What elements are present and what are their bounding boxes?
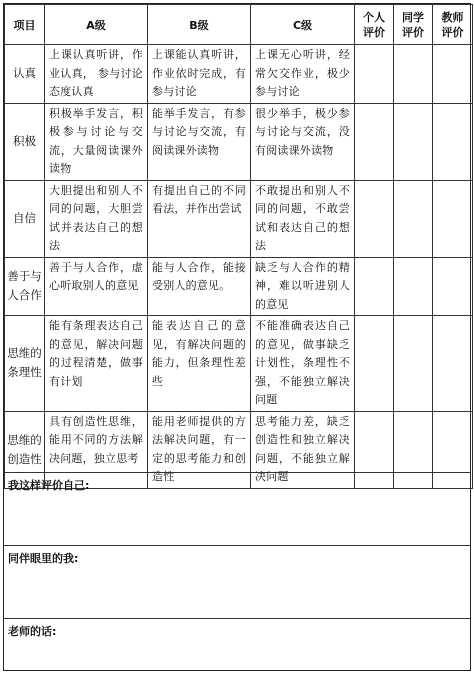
header-peer-line1: 同学 [402,10,424,24]
header-self-evaluation [355,5,394,45]
level-b-description: 有提出自己的不同看法，并作出尝试 [148,180,251,257]
self-comment-section[interactable] [4,472,470,546]
level-b-description: 能举手发言，有参与讨论与交流，有阅读课外读物 [148,103,251,180]
header-teacher-line1: 教师 [441,10,464,24]
level-c-description: 很少举手，极少参与讨论与交流，没有阅读课外读物 [251,103,355,180]
teacher-evaluation-cell[interactable] [433,180,473,257]
teacher-comment-section[interactable] [4,618,470,670]
teacher-evaluation-cell[interactable] [433,316,473,412]
table-row [5,180,473,257]
self-comment-label: 我这样评价自己: [8,479,90,492]
header-peer-evaluation [394,5,433,45]
row-category: 善于与人合作 [5,257,45,316]
row-category: 认真 [5,45,45,104]
self-evaluation-cell[interactable] [355,45,394,104]
level-c-description: 上课无心听讲，经常欠交作业，极少参与讨论 [251,45,355,104]
row-category: 积极 [5,103,45,180]
row-category: 思维的创造性 [5,411,45,488]
table-row [5,103,473,180]
evaluation-sheet [3,3,471,671]
peer-comment-label: 同伴眼里的我: [8,552,79,565]
header-self-line2: 评价 [363,25,385,39]
header-row [5,5,473,45]
level-a-description: 大胆提出和别人不同的问题，大胆尝试并表达自己的想法 [45,180,148,257]
peer-evaluation-cell[interactable] [394,103,433,180]
evaluation-table [4,4,473,489]
header-teacher-line2: 评价 [441,25,464,39]
level-a-description: 上课认真听讲，作业认真， 参与讨论态度认真 [45,45,148,104]
level-a-description: 能有条理表达自己的意见，解决问题的过程清楚，做事有计划 [45,316,148,412]
peer-evaluation-cell[interactable] [394,257,433,316]
header-self-line1: 个人 [363,10,385,24]
table-row [5,316,473,412]
peer-evaluation-cell[interactable] [394,45,433,104]
peer-evaluation-cell[interactable] [394,316,433,412]
self-evaluation-cell[interactable] [355,316,394,412]
peer-evaluation-cell[interactable] [394,180,433,257]
header-level-c: C级 [251,5,355,45]
header-teacher-evaluation [433,5,473,45]
teacher-comment-label: 老师的话: [8,625,57,638]
level-b-description: 能表达自己的意见，有解决问题的能力，但条理性差些 [148,316,251,412]
level-b-description: 上课能认真听讲，作业依时完成，有参与讨论 [148,45,251,104]
self-evaluation-cell[interactable] [355,180,394,257]
row-category: 思维的条理性 [5,316,45,412]
level-c-description: 不能准确表达自己的意见，做事缺乏计划性，条理性不强，不能独立解决问题 [251,316,355,412]
peer-comment-section[interactable] [4,545,470,619]
level-b-description: 能与人合作，能接受别人的意见。 [148,257,251,316]
self-evaluation-cell[interactable] [355,103,394,180]
table-row [5,45,473,104]
header-item: 项目 [5,5,45,45]
level-a-description: 积极举手发言，积极参与讨论与交流，大量阅读课外读物 [45,103,148,180]
teacher-evaluation-cell[interactable] [433,257,473,316]
row-category: 自信 [5,180,45,257]
teacher-evaluation-cell[interactable] [433,45,473,104]
header-peer-line2: 评价 [402,25,424,39]
level-c-description: 思考能力差，缺乏创造性和独立解决问题，不能独立解决问题 [251,411,355,488]
level-c-description: 不敢提出和别人不同的问题，不敢尝试和表达自己的想法 [251,180,355,257]
level-a-description: 具有创造性思维，能用不同的方法解决问题，独立思考 [45,411,148,488]
level-c-description: 缺乏与人合作的精神，难以听进别人的意见 [251,257,355,316]
header-level-b: B级 [148,5,251,45]
header-level-a: A级 [45,5,148,45]
level-a-description: 善于与人合作，虚心听取别人的意见 [45,257,148,316]
self-evaluation-cell[interactable] [355,257,394,316]
teacher-evaluation-cell[interactable] [433,103,473,180]
table-row [5,257,473,316]
level-b-description: 能用老师提供的方法解决问题，有一定的思考能力和创造性 [148,411,251,488]
